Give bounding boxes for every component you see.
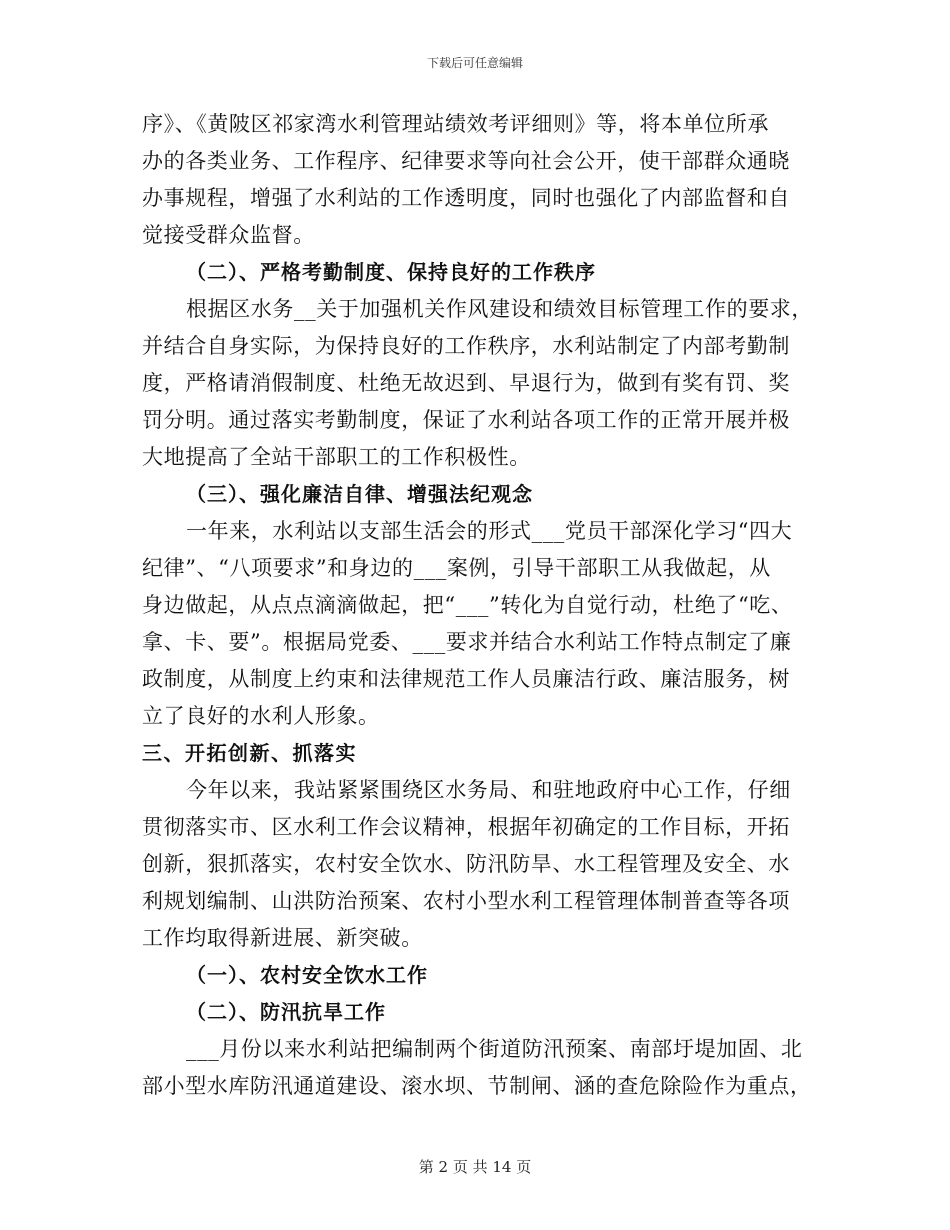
section-heading-drinking-water: （一）、农村安全饮水工作 (186, 963, 428, 987)
paragraph-line: 序》、《黄陂区祁家湾水利管理站绩效考评细则》等，将本单位所承 (142, 112, 769, 136)
paragraph-line: 办的各类业务、工作程序、纪律要求等向社会公开，使干部群众通晓 (142, 149, 790, 173)
paragraph-line: 办事规程，增强了水利站的工作透明度，同时也强化了内部监督和自 (142, 186, 790, 210)
paragraph-line: 并结合自身实际，为保持良好的工作秩序，水利站制定了内部考勤制 (142, 334, 790, 358)
header-note: 下载后可任意编辑 (426, 56, 523, 70)
paragraph-line: 纪律”、“八项要求”和身边的___案例，引导干部职工从我做起，从 (142, 556, 771, 580)
paragraph-line: 罚分明。通过落实考勤制度，保证了水利站各项工作的正常开展并极 (142, 408, 790, 432)
paragraph-line: 度，严格请消假制度、杜绝无故迟到、早退行为，做到有奖有罚、奖 (142, 371, 790, 395)
paragraph-line: 政制度，从制度上约束和法律规范工作人员廉洁行政、廉洁服务，树 (142, 667, 790, 691)
page-number: 第 2 页 共 14 页 (418, 1158, 532, 1176)
paragraph-line: 今年以来，我站紧紧围绕区水务局、和驻地政府中心工作，仔细 (186, 778, 791, 802)
paragraph-line: 工作均取得新进展、新突破。 (142, 926, 423, 950)
paragraph-line: 身边做起，从点点滴滴做起，把“___”转化为自觉行动，杜绝了“吃、 (142, 593, 793, 617)
document-body (142, 106, 812, 1105)
section-heading-attendance: （二）、严格考勤制度、保持良好的工作秩序 (186, 260, 596, 284)
paragraph-line: 觉接受群众监督。 (142, 223, 315, 247)
paragraph-line: 部小型水库防汛通道建设、滚水坝、节制闸、涵的查危除险作为重点， (142, 1074, 812, 1098)
paragraph-line: 贯彻落实市、区水利工作会议精神，根据年初确定的工作目标，开拓 (142, 815, 790, 839)
paragraph-line: 利规划编制、山洪防治预案、农村小型水利工程管理体制普查等各项 (142, 889, 790, 913)
section-heading-flood-control: （二）、防汛抗旱工作 (186, 1000, 386, 1024)
paragraph-line: ___月份以来水利站把编制两个街道防汛预案、南部圩堤加固、北 (186, 1037, 803, 1061)
paragraph-line: 大地提高了全站干部职工的工作积极性。 (142, 445, 531, 469)
paragraph-line: 拿、卡、要”。根据局党委、___要求并结合水利站工作特点制定了廉 (142, 630, 792, 654)
paragraph-line: 一年来，水利站以支部生活会的形式___党员干部深化学习“四大 (186, 519, 793, 543)
paragraph-line: 根据区水务__关于加强机关作风建设和绩效目标管理工作的要求， (186, 297, 813, 321)
section-heading-innovation: 三、开拓创新、抓落实 (142, 741, 357, 765)
section-heading-integrity: （三）、强化廉洁自律、增强法纪观念 (186, 482, 533, 506)
paragraph-line: 创新，狠抓落实，农村安全饮水、防汛防旱、水工程管理及安全、水 (142, 852, 790, 876)
paragraph-line: 立了良好的水利人形象。 (142, 704, 380, 728)
